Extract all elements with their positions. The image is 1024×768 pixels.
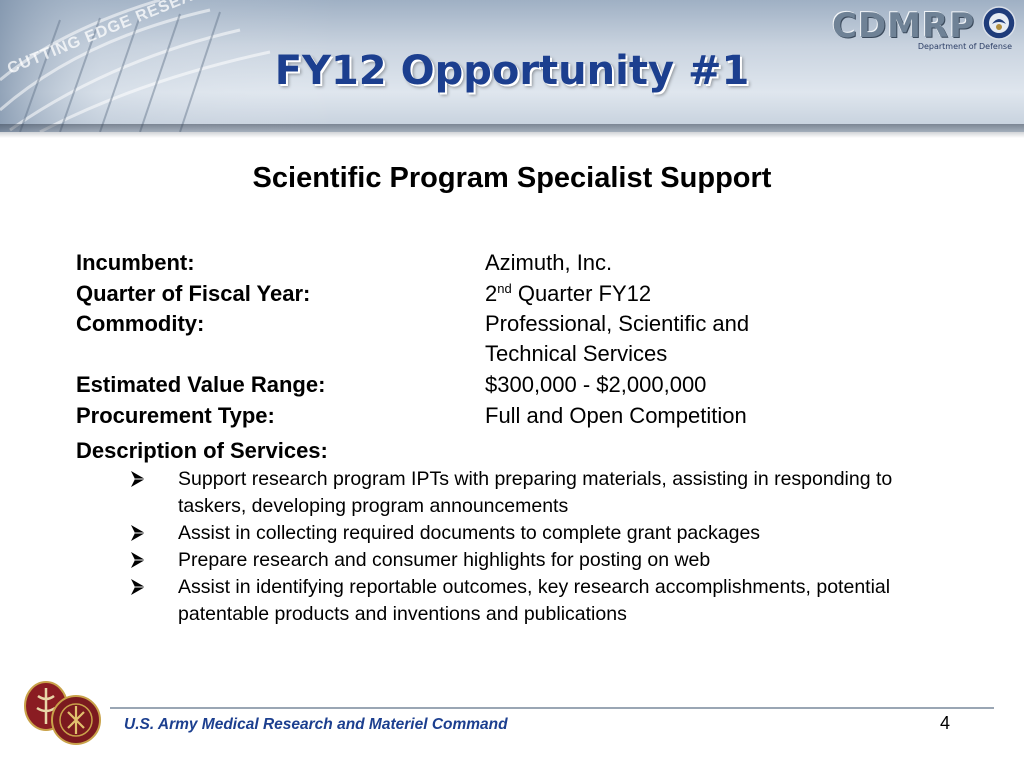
footer-divider [110,707,994,709]
logo-subtitle: Department of Defense [917,42,1012,51]
field-value: $300,000 - $2,000,000 [485,372,707,397]
arrowhead-bullet-icon [130,578,146,596]
list-item-text: Prepare research and consumer highlights for posting on web [178,549,711,571]
services-list [130,466,930,628]
list-item [130,574,930,628]
arrowhead-bullet-icon [130,524,146,542]
army-medical-emblem-icon [22,680,102,748]
field-label: Incumbent: [76,250,195,275]
quarter-text: Quarter FY12 [511,281,652,306]
footer-organization: U.S. Army Medical Research and Materiel Command [124,716,508,733]
field-label: Estimated Value Range: [76,372,326,397]
field-label: Procurement Type: [76,403,275,428]
slide-subtitle: Scientific Program Specialist Support [252,162,772,194]
list-item-text: Assist in identifying reportable outcomes, key research accomplishments, potential patentable products and inventions and publications [178,576,891,625]
field-label: Commodity: [76,311,205,336]
cdmrp-logo [832,4,1018,54]
logo-text: CDMRP [832,6,976,46]
list-item [130,520,930,547]
list-item [130,466,930,520]
header-banner [0,0,1024,132]
arrowhead-bullet-icon [130,470,146,488]
arrowhead-bullet-icon [130,551,146,569]
field-value: Professional, Scientific and Technical Services [485,311,750,366]
field-label: Quarter of Fiscal Year: [76,281,311,306]
quarter-ordinal-suffix: nd [497,281,512,296]
field-value: Full and Open Competition [485,403,747,428]
banner-shadow [0,124,1024,138]
page-number: 4 [940,713,951,733]
department-of-defense-seal-icon [982,6,1016,40]
list-item [130,547,930,574]
slide-title: FY12 Opportunity #1 [274,48,750,94]
list-item-text: Support research program IPTs with preparing materials, assisting in responding to taskers, developing program announcements [178,468,893,517]
description-label: Description of Services: [76,438,328,463]
quarter-number: 2 [485,281,498,306]
field-value [485,279,925,312]
field-value: Azimuth, Inc. [485,250,613,275]
list-item-text: Assist in collecting required documents to complete grant packages [178,522,761,544]
